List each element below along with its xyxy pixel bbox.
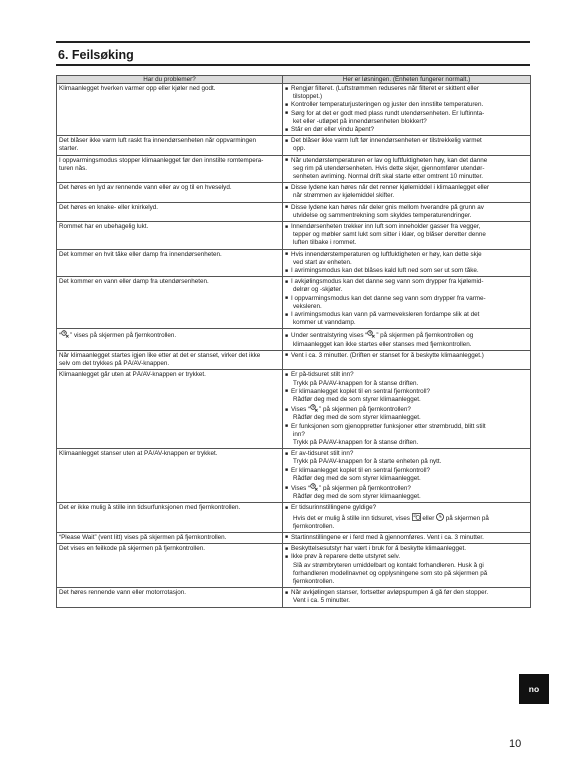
solution-bullet: ■ Disse lydene kan høres når deler gnis mellom hverandre på grunn av [285, 204, 528, 212]
solution-cell [283, 588, 531, 607]
problem-text: starter. [59, 145, 79, 153]
problem-text: Det er ikke mulig å stille inn tidsurfunksjonen med fjernkontrollen. [59, 504, 241, 512]
solution-text: Trykk på PÅ/AV-knappen for å starte enheten på nytt. [293, 458, 442, 466]
solution-cell [283, 370, 531, 449]
central-control-icon [310, 404, 319, 412]
solution-cell [283, 532, 531, 543]
solution-text: utvidelse og sammentrekning som skyldes temperaturendringer. [293, 211, 472, 219]
solution-text: Vent i ca. 5 minutter. [293, 597, 351, 605]
table-body [57, 84, 531, 608]
solution-cell [283, 183, 531, 202]
solution-text: Trykk på PÅ/AV-knappen for å stanse driften. [293, 379, 419, 387]
problem-text: I oppvarmingsmodus stopper klimaanlegget før den innstilte romtempera- [59, 156, 264, 164]
solution-text: delrør og -skjøter. [293, 286, 343, 294]
top-rule [56, 41, 530, 43]
problem-text: Det blåser ikke varm luft raskt fra innendørsenheten når oppvarmingen [59, 137, 257, 145]
problem-text: Klimaanlegget går uten at PÅ/AV-knappen er trykket. [59, 371, 206, 379]
problem-text: Klimaanlegget hverken varmer opp eller kjøler ned godt. [59, 85, 216, 92]
solution-bullet: ■ Vises “ ” på skjermen på fjernkontrollen? [285, 404, 528, 414]
solution-bullet: ■ Vises “ ” på skjermen på fjernkontrollen? [285, 483, 528, 493]
table-row [57, 202, 531, 221]
problem-cell [57, 183, 283, 202]
problem-cell [57, 350, 283, 369]
problem-cell [57, 503, 283, 533]
problem-cell [57, 588, 283, 607]
problem-text: “Please Wait” (vent litt) vises på skjermen på fjernkontrollen. [59, 533, 227, 541]
solution-cell [283, 277, 531, 329]
table-row [57, 588, 531, 607]
problem-cell [57, 202, 283, 221]
solution-text: Rådfør deg med de som styrer klimaanlegget. [293, 414, 421, 422]
solution-bullet: ■ I avrimingsmodus kan det blåses kald luft ned som ser ut som tåke. [285, 267, 528, 275]
solution-text: tepper og møbler samt lukt som sitter i klær, og blåser deretter denne [293, 231, 486, 239]
language-tab: no [519, 674, 549, 704]
solution-bullet: ■ Disse lydene kan høres når det renner kjølemiddel i klimaanlegget eller [285, 184, 528, 192]
solution-cell [283, 350, 531, 369]
solution-cell [283, 202, 531, 221]
problem-cell [57, 277, 283, 329]
solution-cell [283, 503, 531, 533]
solution-bullet: ■ Beskyttelsesutstyr har vært i bruk for å beskytte klimaanlegget. [285, 545, 528, 553]
table-row [57, 544, 531, 588]
table-row [57, 277, 531, 329]
problem-text: Det vises en feilkode på skjermen på fjernkontrollen. [59, 545, 205, 553]
page-number: 10 [509, 738, 522, 750]
problem-text: Det høres rennende vann eller motorrotasjon. [59, 589, 187, 597]
solution-cell [283, 136, 531, 155]
table-row [57, 249, 531, 277]
solution-bullet: ■ Hvis innendørstemperaturen og luftfuktigheten er høy, kan dette skje [285, 251, 528, 259]
solution-bullet: ■ I oppvarmingsmodus kan det danne seg vann som drypper fra varme- [285, 295, 528, 303]
table-row [57, 449, 531, 503]
solution-bullet: ■ Er funksjonen som gjenoppretter funksjoner etter strømbrudd, blitt stilt [285, 423, 528, 431]
solution-bullet: ■ Når utendørstemperaturen er lav og luftfuktigheten høy, kan det danne [285, 157, 528, 165]
solution-cell [283, 249, 531, 277]
problem-cell [57, 84, 283, 136]
solution-bullet: ■ I avrimingsmodus kan vann på varmeveksleren fordampe slik at det [285, 311, 528, 319]
solution-bullet: ■ Innendørsenheten trekker inn luft som inneholder gasser fra vegger, [285, 223, 528, 231]
table-row [57, 503, 531, 533]
solution-text: fjernkontrollen. [293, 522, 335, 530]
problem-text: Det kommer en hvit tåke eller damp fra innendørsenheten. [59, 250, 222, 258]
header-problem: Har du problemer? [57, 76, 283, 84]
central-control-icon [367, 330, 376, 338]
solution-text: Rådfør deg med de som styrer klimaanlegget. [293, 493, 421, 501]
solution-bullet: ■ Vent i ca. 3 minutter. (Driften er stanset for å beskytte klimaanlegget.) [285, 352, 528, 360]
table-row [57, 370, 531, 449]
problem-cell [57, 155, 283, 183]
solution-text: Rådfør deg med de som styrer klimaanlegget. [293, 395, 421, 403]
solution-bullet: ■ I avkjølingsmodus kan det danne seg vann som drypper fra kjølemid- [285, 278, 528, 286]
solution-bullet: ■ Sørg for at det er godt med plass rundt utendørsenheten. Er luftinnta- [285, 110, 528, 118]
solution-bullet: ■ Er på-tidsuret stilt inn? [285, 371, 528, 379]
problem-cell [57, 544, 283, 588]
solution-text: veksleren. [293, 302, 322, 310]
solution-text: tilstoppet.) [293, 93, 323, 101]
solution-bullet: ■ Er tidsurinnstillingene gyldige? [285, 504, 528, 512]
clock-icon [436, 513, 444, 521]
table-row [57, 183, 531, 202]
solution-bullet: ■ Er av-tidsuret stilt inn? [285, 450, 528, 458]
solution-bullet: ■ Når avkjølingen stanser, fortsetter avløpspumpen å gå før den stopper. [285, 589, 528, 597]
page-title: 6. Feilsøking [58, 48, 134, 62]
solution-bullet: ■ Startinnstillingene er i ferd med å gjennomføres. Vent i ca. 3 minutter. [285, 534, 528, 542]
solution-text: forhandleren modellnavnet og opplysningene som sto på skjermen på [293, 569, 488, 577]
solution-text: kommer ut vanndamp. [293, 319, 356, 327]
central-control-icon [310, 483, 319, 491]
table-row [57, 532, 531, 543]
problem-text: Det høres en lyd av rennende vann eller av og til en hveselyd. [59, 184, 232, 192]
table-row [57, 350, 531, 369]
solution-text: fjernkontrollen. [293, 577, 335, 585]
solution-bullet: ■ Står en dør eller vindu åpent? [285, 126, 528, 134]
table-header-row [57, 76, 531, 84]
table-row [57, 84, 531, 136]
problem-cell [57, 136, 283, 155]
problem-cell [57, 449, 283, 503]
problem-text: “ ” vises på skjermen på fjernkontrollen. [59, 332, 177, 340]
solution-bullet: ■ Rengjør filteret. (Luftstrømmen reduseres når filteret er skittent eller [285, 85, 528, 93]
solution-cell [283, 84, 531, 136]
solution-text: seg rim på utendørsenheten. Hvis dette skjer, gjennomfører utendør- [293, 164, 485, 172]
solution-text: Trykk på PÅ/AV-knappen for å stanse driften. [293, 438, 419, 446]
solution-cell [283, 155, 531, 183]
header-solution: Her er løsningen. (Enheten fungerer normalt.) [283, 76, 531, 84]
solution-text: opp. [293, 145, 306, 153]
solution-cell [283, 544, 531, 588]
timer-icon [412, 513, 421, 521]
solution-bullet: ■ Ikke prøv å reparere dette utstyret selv. [285, 553, 528, 561]
solution-cell [283, 222, 531, 250]
solution-text: når strømmen av kjølemiddel skifter. [293, 192, 395, 200]
title-rule [56, 64, 530, 66]
table-row [57, 136, 531, 155]
problem-text: Det kommer en vann eller damp fra utendørsenheten. [59, 278, 209, 286]
solution-text: Slå av strømbryteren umiddelbart og kontakt forhandleren. Husk å gi [293, 561, 484, 569]
troubleshooting-table [56, 75, 531, 608]
problem-text: Klimaanlegget stanser uten at PÅ/AV-knappen er trykket. [59, 450, 218, 458]
solution-text: ket eller -utløpet på innendørsenheten blokkert? [293, 117, 427, 125]
solution-text: ved start av enheten. [293, 258, 352, 266]
problem-cell [57, 532, 283, 543]
central-control-icon [61, 330, 70, 338]
solution-text: senheten avriming. Normal drift skal starte etter omtrent 10 minutter. [293, 173, 484, 181]
solution-bullet: ■ Er klimaanlegget koplet til en sentral fjernkontroll? [285, 467, 528, 475]
problem-text: turen nås. [59, 164, 88, 172]
solution-text: luften tilbake i rommet. [293, 239, 357, 247]
problem-cell [57, 222, 283, 250]
problem-text: Det høres en knake- eller knirkelyd. [59, 203, 159, 211]
solution-bullet: ■ Kontroller temperaturjusteringen og juster den innstilte temperaturen. [285, 101, 528, 109]
problem-cell [57, 370, 283, 449]
solution-bullet: ■ Under sentralstyring vises “ ” på skjermen på fjernkontrollen og [285, 330, 528, 340]
problem-cell [57, 249, 283, 277]
solution-bullet: ■ Er klimaanlegget koplet til en sentral fjernkontroll? [285, 388, 528, 396]
problem-text: Når klimaanlegget startes igjen like etter at det er stanset, virker det ikke [59, 351, 261, 359]
solution-text: Hvis det er mulig å stille inn tidsuret, vises eller på skjermen på [293, 514, 489, 522]
solution-cell [283, 449, 531, 503]
problem-text: selv om det trykkes på PÅ/AV-knappen. [59, 360, 170, 368]
solution-text: Rådfør deg med de som styrer klimaanlegget. [293, 474, 421, 482]
solution-bullet: ■ Det blåser ikke varm luft før innendørsenheten er tilstrekkelig varmet [285, 137, 528, 145]
problem-cell [57, 329, 283, 350]
problem-text: Rommet har en ubehagelig lukt. [59, 223, 149, 231]
solution-text: inn? [293, 430, 305, 438]
solution-text: klimaanlegget kan ikke startes eller stanses med fjernkontrollen. [293, 340, 472, 348]
table-row [57, 329, 531, 350]
table-row [57, 222, 531, 250]
table-row [57, 155, 531, 183]
solution-cell [283, 329, 531, 350]
